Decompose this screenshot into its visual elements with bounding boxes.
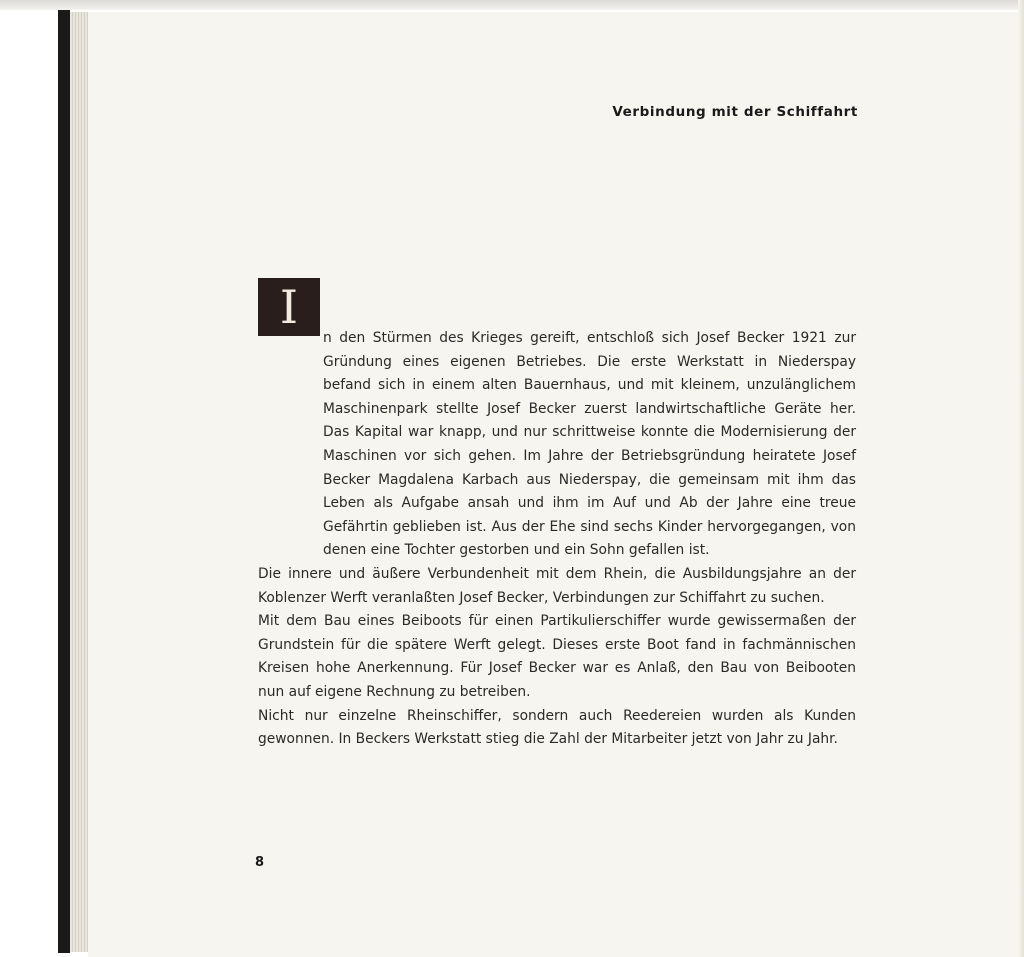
body-text [258,327,856,752]
scan-background-top [0,0,1024,10]
paragraph-2: Die innere und äußere Verbundenheit mit dem Rhein, die Ausbildungsjahre an der Koblenzer Werft veranlaßten Josef Becker, Verbindungen zur Schiffahrt zu suchen. [258,565,856,606]
paragraph-4: Nicht nur einzelne Rheinschiffer, sondern auch Reedereien wurden als Kunden gewonnen. In Beckers Werkstatt stieg die Zahl der Mitarbeiter jetzt von Jahr zu Jahr. [258,707,856,748]
book-spine [58,10,70,953]
drop-cap-initial: I [258,278,320,336]
running-header-title: Verbindung mit der Schiffahrt [612,104,858,120]
paragraph-3: Mit dem Bau eines Beiboots für einen Partikulierschiffer wurde gewissermaßen der Grundstein für die spätere Werft gelegt. Dieses erste Boot fand in fachmännischen Kreisen hohe Anerkennung. Für Josef Becker war es Anlaß, den Bau von Beibooten nun auf eigene Rechnung zu betreiben. [258,613,856,700]
page-number: 8 [255,855,265,870]
paragraph-1: n den Stürmen des Krieges gereift, entschloß sich Josef Becker 1921 zur Gründung eines eigenen Betriebes. Die erste Werkstatt in Niederspay befand sich in einem alten Bauernhaus, und mit kleinem, unzulänglichem Maschinenpark stellte Josef Becker zuerst landwirtschaftliche Geräte her. Das Kapital war knapp, und nur schrittweise konnte die Modernisierung der Maschinen vor sich gehen. Im Jahre der Betriebsgründung heiratete Josef Becker Magdalena Karbach aus Niederspay, die gemeinsam mit ihm das Leben als Aufgabe ansah und ihm im Auf und Ab der Jahre eine treue Gefährtin geblieben ist. Aus der Ehe sind sechs Kinder hervorgegangen, von denen eine Tochter gestorben und ein Sohn gefallen ist. [323,330,856,559]
page-right-edge [1018,0,1024,957]
